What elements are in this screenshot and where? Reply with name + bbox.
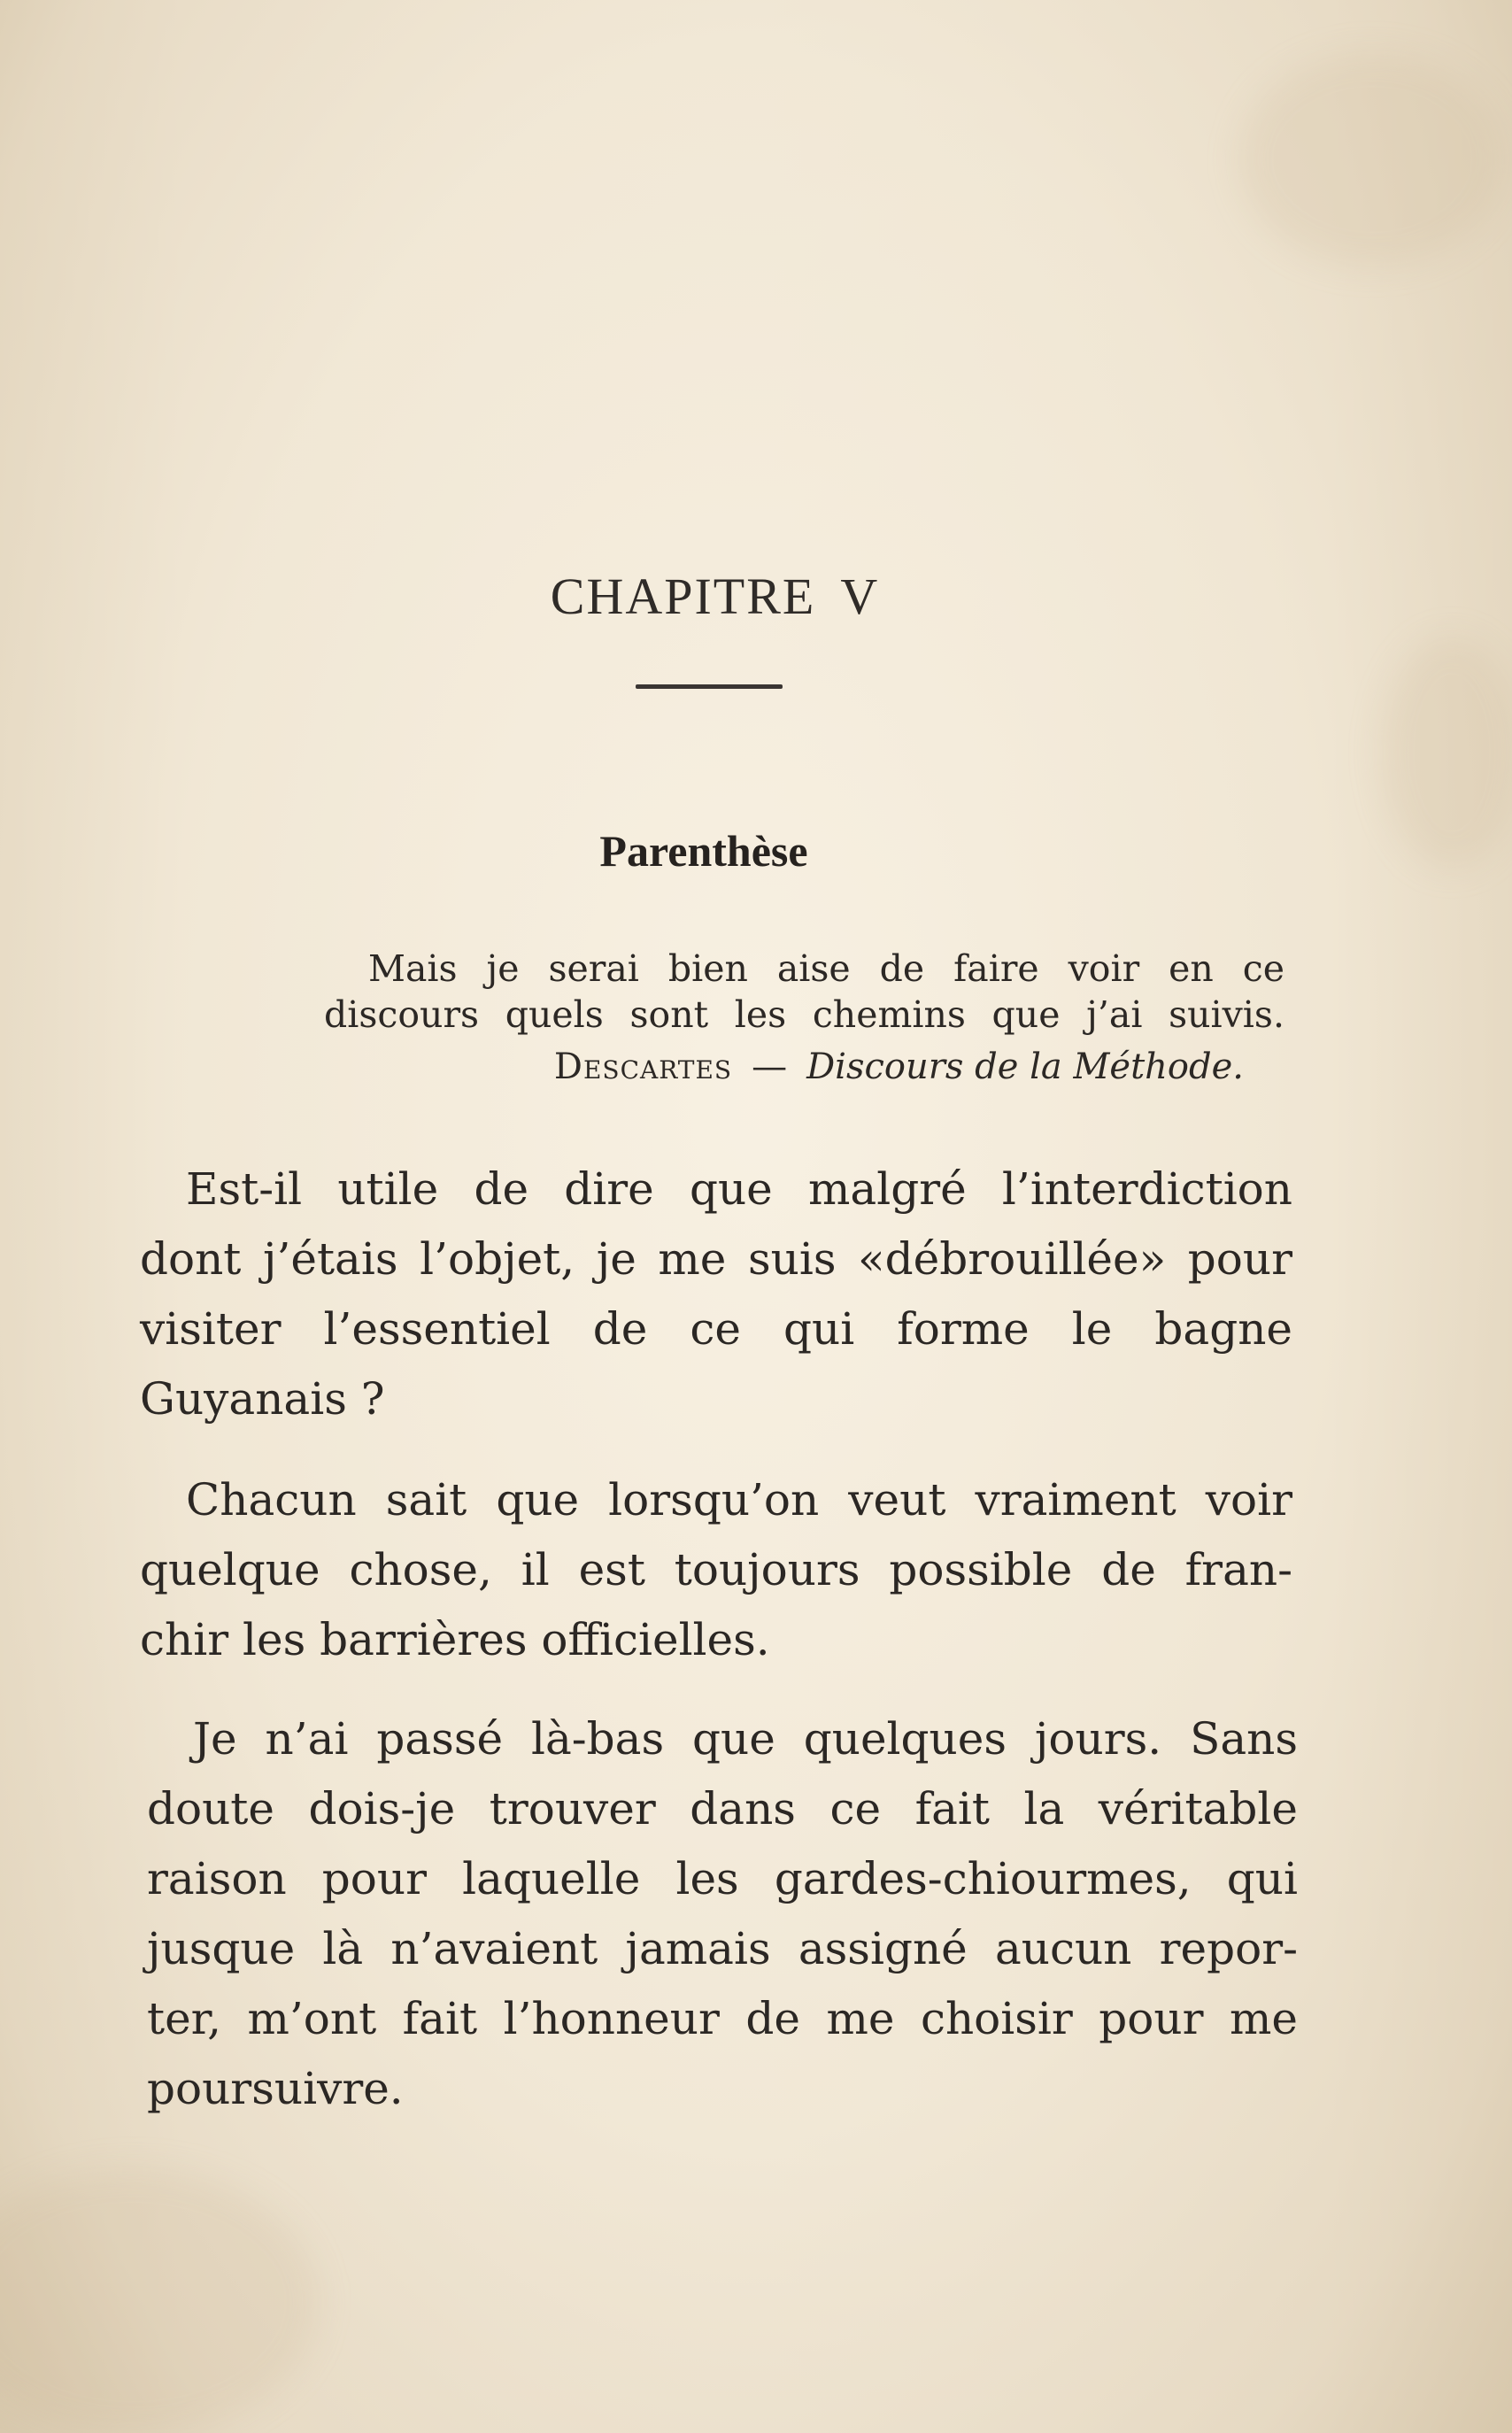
chapter-number: V — [840, 568, 880, 625]
paragraph-line: ter, m’ont fait l’honneur de me choisir pour me — [147, 1993, 1298, 2044]
paragraph-line: doute dois-je trouver dans ce fait la véritable — [147, 1783, 1298, 1834]
body-paragraph — [147, 1704, 1298, 2124]
epigraph-quote — [324, 946, 1284, 1038]
epigraph-author: Descartes — [553, 1047, 733, 1087]
epigraph-line: discours quels sont les chemins que j’ai suivis. — [324, 993, 1284, 1036]
paragraph-line: raison pour laquelle les gardes-chiourmes, qui — [147, 1853, 1298, 1904]
epigraph-work: Discours de la Méthode. — [806, 1047, 1244, 1087]
attribution-dash: — — [752, 1047, 788, 1087]
paragraph-line: Est-il utile de dire que malgré l’interdiction — [186, 1163, 1292, 1215]
paragraph-line: dont j’étais l’objet, je me suis «débrouillée» pour — [140, 1233, 1292, 1285]
paragraph-line: quelque chose, il est toujours possible de fran- — [140, 1544, 1292, 1595]
body-paragraph — [140, 1465, 1292, 1675]
paragraph-line: chir les barrières officielles. — [140, 1614, 770, 1665]
paper-stain — [0, 2169, 319, 2433]
chapter-divider — [636, 684, 783, 689]
paragraph-line: visiter l’essentiel de ce qui forme le bagne — [140, 1303, 1292, 1355]
epigraph-line: Mais je serai bien aise de faire voir en ce — [368, 947, 1284, 990]
paper-stain — [1239, 53, 1505, 266]
section-title: Parenthèse — [599, 826, 808, 876]
chapter-label: CHAPITRE — [550, 568, 816, 625]
paragraph-line: Guyanais ? — [140, 1373, 385, 1425]
paragraph-line: Je n’ai passé là-bas que quelques jours. Sans — [193, 1713, 1298, 1765]
paragraph-line: jusque là n’avaient jamais assigné aucun repor- — [147, 1923, 1298, 1974]
body-paragraph — [140, 1155, 1292, 1434]
paragraph-line: Chacun sait que lorsqu’on veut vraiment voir — [186, 1474, 1292, 1525]
chapter-heading — [0, 567, 1430, 626]
paragraph-line: poursuivre. — [147, 2063, 404, 2114]
epigraph-attribution — [434, 1047, 1244, 1087]
